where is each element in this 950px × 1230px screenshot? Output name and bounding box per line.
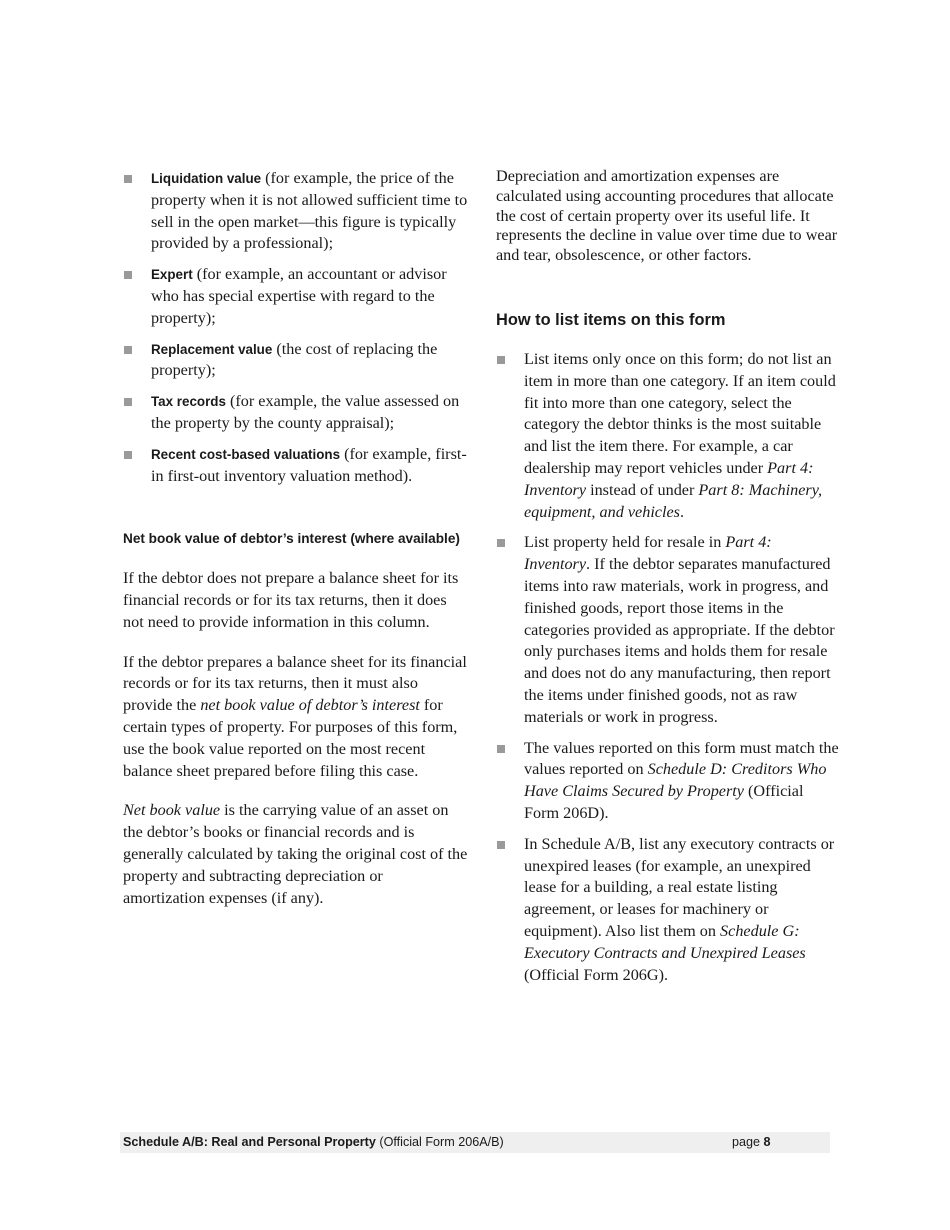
list-item (496, 532, 841, 728)
footer-form-title (123, 1132, 504, 1153)
list-item (123, 168, 468, 255)
paragraph-net-book-value (123, 800, 468, 909)
paragraph-depreciation: Depreciation and amortization expenses are calculated using accounting procedures that allocate the cost of certain property over its useful life. It represents the decline in value over time due to wear and tear, obsolescence, or other factors. (496, 167, 838, 265)
list-item (496, 349, 841, 523)
square-bullet-icon (124, 451, 132, 459)
list-item (496, 834, 841, 987)
text-run: . (679, 502, 685, 521)
page-footer (120, 1132, 830, 1153)
bullet-term: Recent cost-based valuations (151, 446, 341, 462)
text-run: List items only once on this form; do not list an item in more than one category. If an item could fit into more than one category, select the category the debtor thinks is the most suitable and list the item there. For example, a car dealership may report vehicles under (524, 349, 836, 477)
italic-reference: Schedule G: Executory Contracts and Unexpired Leases (524, 921, 806, 962)
text-run: (Official Form 206D). (524, 782, 804, 822)
page-label: page (732, 1135, 764, 1149)
square-bullet-icon (497, 841, 505, 849)
list-item (123, 339, 468, 383)
square-bullet-icon (124, 398, 132, 406)
text-run: for certain types of property. For purposes of this form, use the book value reported on the most recent balance sheet prepared before filing this case. (123, 696, 458, 780)
square-bullet-icon (124, 271, 132, 279)
italic-term: net book value of debtor’s interest (200, 696, 420, 715)
section-title: How to list items on this form (496, 310, 726, 329)
italic-reference: Part 4: Inventory (524, 458, 814, 499)
footer-form-number: (Official Form 206A/B) (375, 1135, 504, 1149)
bullet-term: Tax records (151, 394, 226, 410)
bullet-text: (for example, an accountant or advisor who has special expertise with regard to the property); (151, 265, 447, 327)
net-book-value-heading: Net book value of debtor’s interest (where available) (123, 531, 460, 547)
footer-schedule-name: Schedule A/B: Real and Personal Property (123, 1135, 376, 1149)
bullet-term: Expert (151, 267, 193, 283)
text-run: If the debtor prepares a balance sheet for its financial records or for its tax returns, then it must also provide the (123, 652, 467, 715)
page-number: 8 (763, 1135, 771, 1149)
paragraph-no-balance-sheet: If the debtor does not prepare a balance sheet for its financial records or for its tax returns, then it does not need to provide information in this column. (123, 569, 459, 631)
list-item (123, 264, 468, 329)
text-run: . If the debtor separates manufactured items into raw materials, work in progress, and finished goods, report those items in the categories provided as appropriate. If the debtor only purchases items and holds them for resale and does not do any manufacturing, then report the items under finished goods, not as raw materials or work in progress. (524, 555, 835, 726)
list-item (123, 444, 468, 488)
bullet-text: (for example, the value assessed on the property by the county appraisal); (151, 392, 460, 432)
footer-page (732, 1132, 771, 1153)
square-bullet-icon (124, 175, 132, 183)
text-run: is the carrying value of an asset on the debtor’s books or financial records and is generally calculated by taking the original cost of the property and subtracting depreciation or amortization expenses (if any). (123, 801, 468, 907)
square-bullet-icon (497, 745, 505, 753)
italic-reference: Schedule D: Creditors Who Have Claims Secured by Property (524, 760, 827, 801)
bullet-text: (for example, first-in first-out inventory valuation method). (151, 444, 467, 485)
text-run: (Official Form 206G). (524, 965, 669, 984)
italic-term: Net book value (123, 801, 221, 820)
list-item (123, 391, 468, 435)
italic-reference: Part 4: Inventory (524, 533, 772, 574)
listing-instructions-list (496, 349, 841, 986)
bullet-text: (for example, the price of the property when it is not allowed sufficient time to sell in the open market—this figure is typically provided by a professional); (151, 169, 468, 253)
valuation-methods-list (123, 168, 468, 487)
paragraph-balance-sheet (123, 652, 468, 783)
text-run: In Schedule A/B, list any executory contracts or unexpired leases (for example, an unexpired lease for a building, a real estate listing agreement, or leases for machinery or equipment). Also list them on (524, 834, 835, 940)
text-run: List property held for resale in (524, 533, 726, 552)
bullet-term: Replacement value (151, 341, 273, 357)
square-bullet-icon (497, 356, 505, 364)
italic-reference: Part 8: Machinery, equipment, and vehicles (524, 480, 823, 521)
list-item (496, 738, 841, 825)
left-column (123, 168, 468, 909)
bullet-term: Liquidation value (151, 171, 262, 186)
right-column (496, 167, 841, 995)
text-run: The values reported on this form must match the values reported on (524, 738, 839, 779)
square-bullet-icon (497, 539, 505, 547)
text-run: instead of under (586, 480, 699, 499)
bullet-text: (the cost of replacing the property); (151, 339, 438, 380)
square-bullet-icon (124, 346, 132, 354)
